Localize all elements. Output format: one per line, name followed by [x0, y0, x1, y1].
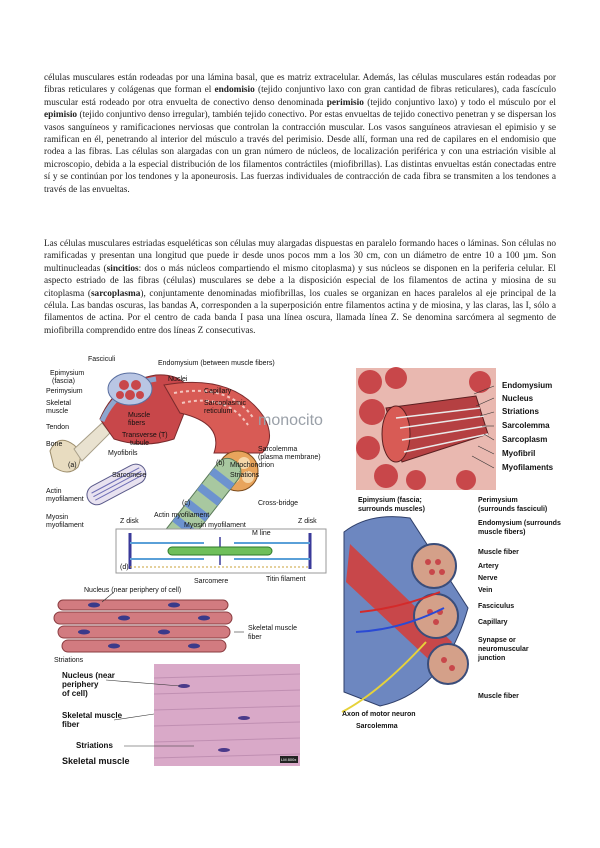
label-epimysium: Epimysium (fascia; [358, 497, 422, 504]
label-epimysium: Epimysium [50, 370, 85, 377]
label-perimysium: Perimysium [478, 497, 518, 504]
label-myosin-myofilament-d: Myosin myofilament [184, 522, 246, 529]
label-titin: Titin filament [266, 576, 306, 583]
text-run: Las células musculares estriadas esqueléticas son células muy alargadas dispuestas en paralelo formando haces o láminas. Son células no ramificadas y presentan una longitud que puede ir desde unos pocos mm a los 30 cm, con un diámetro de entre 10 a 100 µm. Son multinucleadas ( [44, 239, 556, 274]
label-nerve: Nerve [478, 575, 498, 582]
label-capillary: Capillary [478, 619, 508, 626]
label-skeletal: Skeletal [46, 400, 71, 407]
label-reticulum: reticulum [204, 408, 233, 415]
label-muscle-fiber-2: Muscle fiber [478, 693, 519, 700]
text-run: (tejido conjuntivo denso irregular), también tejido conectivo. Por estas envueltas de tejido conectivo penetran y se dispersan los vasos sanguíneos y ramificaciones nerviosas que controlan la contracción muscular. Los vasos sanguíneos atraviesan el epimisio y se ramifican en él, penetrando al interior del músculo a través del perimisio. Desde allí, forman una red de capilares en el endomisio que rodea a las fibras. Las células son alargadas con un gran número de núcleos, de localización periférica y con una estriación visible al microscopio, debida a la especial distribución de los filamentos contráctiles (miofibrillas). Las distintas envueltas están conectadas entre sí y se continúan por los tendones y la aponeurosis. Las fuerzas individuales de contracción de cada fibra se transmiten a los tendones a través de las envueltas. [44, 110, 556, 195]
text-run: (tejido conjuntivo laxo con gran cantidad de fibras reticulares), cada fascículo muscular está rodeado por otra envuelta de conectivo denso denominada [44, 85, 556, 108]
bold-term: sincitios [106, 263, 139, 274]
label-cross-bridge: Cross-bridge [258, 500, 299, 507]
muscle-fiber-diagram [356, 368, 570, 490]
label-transverse: Transverse (T) [122, 432, 168, 439]
label-fasciculus: Fasciculus [478, 603, 515, 610]
text-run: : dos o más núcleos compartiendo el mismo citoplasma) y sus núcleos se disponen en la periferia celular. El aspecto estriado de las fibras (células) musculares se debe a la disposición especial de los filamentos de actina y miosina de su citoplasma ( [44, 263, 556, 299]
label-myofibrils: Myofibrils [108, 450, 138, 457]
panel-a: (a) [68, 462, 77, 469]
label-z-disk-right: Z disk [298, 518, 317, 525]
label-skeletal-muscle: Skeletal muscle [248, 625, 298, 632]
label-skeletal-muscle-e: Skeletal muscle [62, 711, 123, 720]
label-nucleus-e: Nucleus (near [62, 671, 115, 680]
label-nucleus: Nucleus [502, 394, 534, 403]
label-actin-myofilament-d: Actin myofilament [154, 512, 210, 519]
label-nuclei: Nuclei [168, 376, 188, 383]
label-vein: Vein [478, 587, 493, 594]
label-tendon: Tendon [46, 424, 69, 431]
caption-skeletal-muscle: Skeletal muscle [62, 756, 130, 766]
label-perimysium-2: (surrounds fasciculi) [478, 506, 548, 513]
label-nucleus: Nucleus (near periphery of cell) [84, 587, 182, 594]
bold-term: sarcoplasma [90, 288, 141, 299]
label-striations-e: Striations [76, 741, 113, 750]
label-synapse-3: junction [478, 655, 506, 662]
label-fasciculi: Fasciculi [88, 356, 116, 363]
label-myofibril: Myofibril [502, 449, 536, 458]
label-sarcoplasmic: Sarcoplasmic [204, 400, 247, 407]
label-m-line: M line [252, 530, 271, 537]
label-actin-myofilament: myofilament [46, 496, 84, 503]
label-actin: Actin [46, 488, 62, 495]
label-endomysium: Endomysium (surrounds [478, 520, 561, 527]
text-run: ), conjuntamente denominadas miofibrillas, los cuales se organizan en haces paralelos al eje principal de la célula. Las bandas oscuras, las bandas A, corresponden a la superposición entre filamentos actina y de miosina, y las claras, las I, sólo a filamentos de actina. Por el centro de cada banda I pasa una línea oscura, llamada línea Z. Se denomina sarcómera al segmento de miofibrilla comprendido entre dos líneas Z consecutivas. [44, 288, 556, 336]
muscle-structure-diagram [44, 353, 330, 595]
label-muscle-fibers-2: fibers [128, 420, 146, 427]
label-endomysium-2: muscle fibers) [478, 529, 526, 536]
label-perimysium: Perimysium [46, 388, 83, 395]
label-mitochondrion: Mitochondrion [230, 462, 274, 469]
label-bone: Bone [46, 441, 63, 448]
label-endomysium: Endomysium [502, 381, 553, 390]
paragraph-1 [44, 72, 556, 196]
panel-b: (b) [216, 460, 225, 467]
label-capillary: Capillary [204, 388, 232, 395]
text-run: células musculares están rodeadas por una lámina basal, que es matriz extracelular. Además, las células musculares están rodeadas por fibras reticulares y colágenas que forman el [44, 73, 556, 96]
label-striations: Striations [54, 657, 84, 664]
label-sarcolemma: Sarcolemma [258, 446, 298, 453]
label-sarcolemma: Sarcolemma [356, 723, 398, 730]
scale-label: LM 800x [281, 757, 297, 762]
label-myofilaments: Myofilaments [502, 463, 554, 472]
label-muscle-fibers-1: Muscle [128, 412, 151, 419]
label-fascia: (fascia) [52, 378, 75, 385]
label-axon: Axon of motor neuron [342, 711, 416, 718]
label-synapse-2: neuromuscular [478, 646, 529, 653]
bold-term: epimisio [44, 110, 78, 121]
label-sarcomere: Sarcomere [112, 472, 147, 479]
label-of-cell: of cell) [62, 689, 88, 698]
label-epimysium-2: surrounds muscles) [358, 506, 425, 513]
label-sarcomere-d: Sarcomere [194, 578, 229, 585]
label-endomysium: Endomysium (between muscle fibers) [158, 360, 275, 367]
panel-d: (d) [120, 564, 129, 571]
label-sarcoplasm: Sarcoplasm [502, 435, 548, 444]
bold-term: endomisio [214, 85, 255, 96]
label-myosin-myofilament: myofilament [46, 522, 84, 529]
panel-c: (c) [182, 500, 191, 507]
muscle-sheaths-diagram [340, 492, 576, 732]
label-striations: Striations [502, 407, 539, 416]
paragraph-2 [44, 238, 556, 337]
label-myosin: Myosin [46, 514, 69, 521]
label-tubule: tubule [130, 440, 150, 447]
skeletal-fiber-illustration [44, 586, 314, 666]
histology-micrograph [44, 664, 304, 772]
label-z-disk-left: Z disk [120, 518, 139, 525]
watermark-text: monocito [258, 412, 323, 429]
label-muscle: muscle [46, 408, 69, 415]
label-muscle-fiber: Muscle fiber [478, 549, 519, 556]
label-synapse: Synapse or [478, 637, 516, 644]
label-fiber: fiber [248, 634, 262, 641]
label-striations: Striations [230, 472, 260, 479]
bold-term: perimisio [326, 97, 364, 108]
label-plasma-membrane: (plasma membrane) [258, 454, 321, 461]
text-run: (tejido conjuntivo laxo) y todo el músculo por el [363, 97, 557, 108]
label-artery: Artery [478, 563, 499, 570]
label-sarcolemma: Sarcolemma [502, 421, 550, 430]
label-fiber-e: fiber [62, 720, 80, 729]
label-periphery: periphery [62, 680, 99, 689]
